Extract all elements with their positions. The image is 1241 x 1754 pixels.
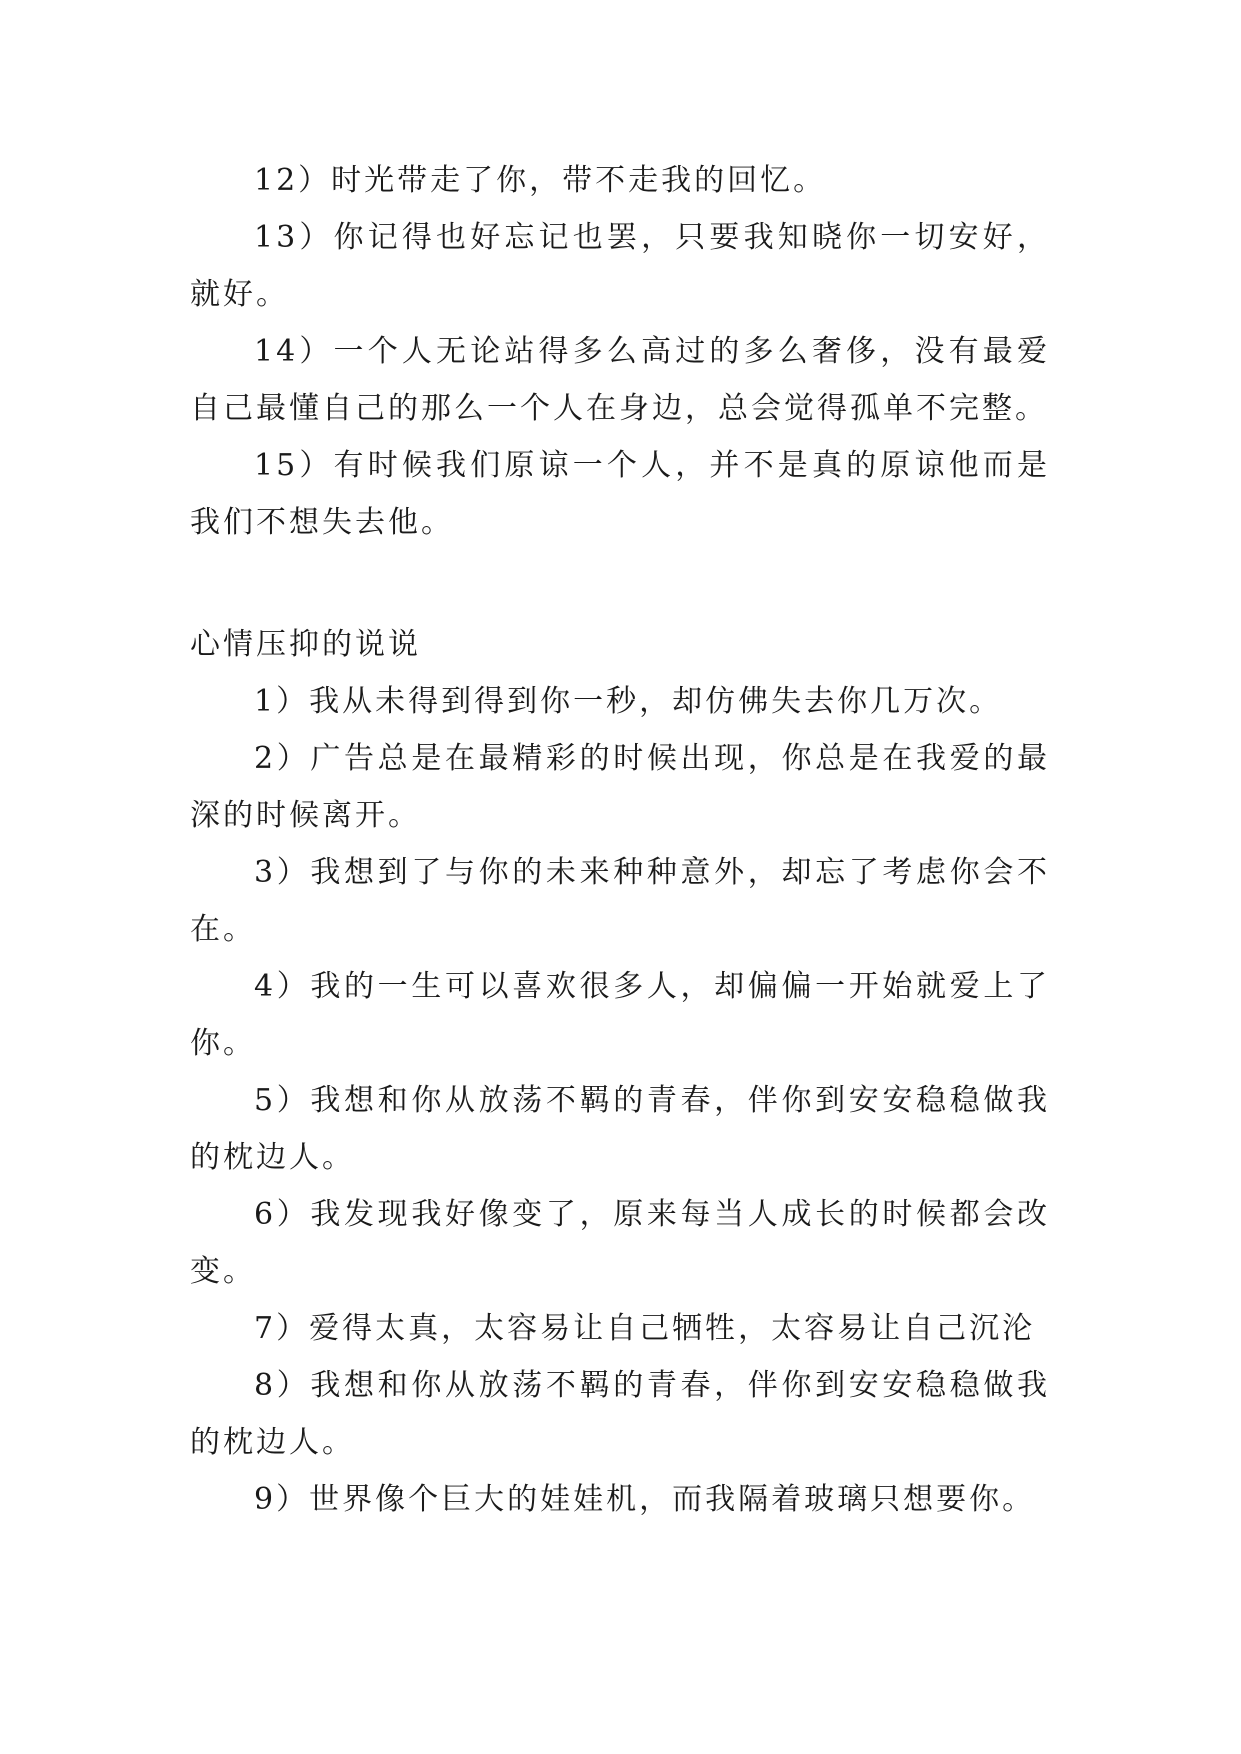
section-block (190, 616, 1050, 1528)
section-heading: 心情压抑的说说 (190, 627, 421, 662)
section-paragraph-8: 8）我想和你从放荡不羁的青春，伴你到安安稳稳做我的枕边人。 (190, 1368, 1050, 1460)
section-paragraph-5: 5）我想和你从放荡不羁的青春，伴你到安安稳稳做我的枕边人。 (190, 1083, 1050, 1175)
top-paragraph-block (190, 152, 1050, 551)
section-paragraph-2: 2）广告总是在最精彩的时候出现，你总是在我爱的最深的时候离开。 (190, 741, 1050, 833)
section-paragraph-6: 6）我发现我好像变了，原来每当人成长的时候都会改变。 (190, 1197, 1050, 1289)
paragraph-12: 12）时光带走了你，带不走我的回忆。 (254, 163, 827, 198)
section-paragraph-4: 4）我的一生可以喜欢很多人，却偏偏一开始就爱上了你。 (190, 969, 1050, 1061)
section-paragraph-1: 1）我从未得到得到你一秒，却仿佛失去你几万次。 (254, 684, 1003, 719)
section-paragraph-7: 7）爱得太真，太容易让自己牺牲，太容易让自己沉沦 (254, 1311, 1036, 1346)
section-paragraph-9: 9）世界像个巨大的娃娃机，而我隔着玻璃只想要你。 (254, 1482, 1036, 1517)
paragraph-13: 13）你记得也好忘记也罢，只要我知晓你一切安好，就好。 (190, 220, 1050, 312)
section-paragraph-3: 3）我想到了与你的未来种种意外，却忘了考虑你会不在。 (190, 855, 1050, 947)
paragraph-15: 15）有时候我们原谅一个人，并不是真的原谅他而是我们不想失去他。 (190, 448, 1050, 540)
paragraph-14: 14）一个人无论站得多么高过的多么奢侈，没有最爱自己最懂自己的那么一个人在身边，总会觉得孤单不完整。 (190, 334, 1050, 426)
